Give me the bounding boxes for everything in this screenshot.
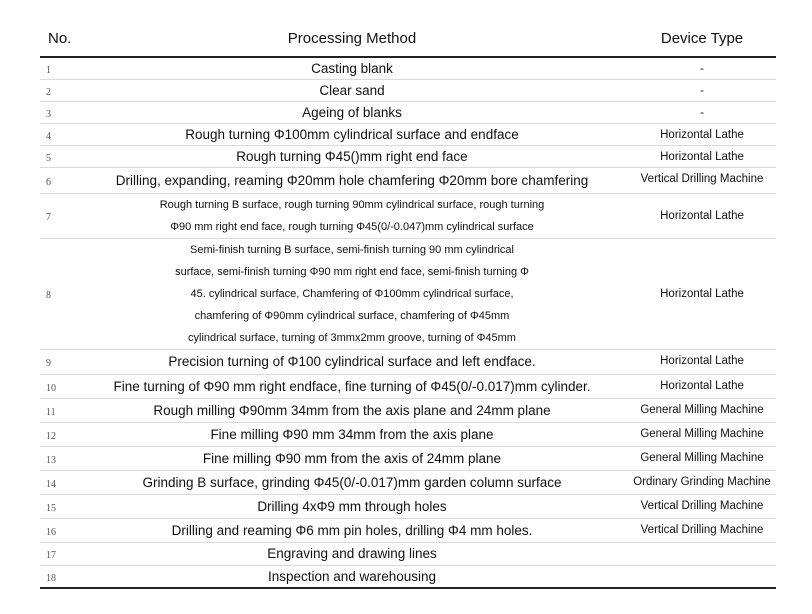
header-no: No.	[40, 20, 76, 57]
method-line: Fine milling Φ90 mm 34mm from the axis plane	[210, 426, 494, 442]
method-line: Drilling, expanding, reaming Φ20mm hole chamfering Φ20mm bore chamfering	[115, 172, 589, 188]
method-line: Semi-finish turning B surface, semi-finish turning 90 mm cylindrical	[189, 243, 514, 256]
row-number: 18	[40, 565, 76, 588]
device-type: Vertical Drilling Machine	[628, 518, 776, 542]
table-row	[40, 398, 776, 422]
processing-method	[76, 101, 628, 123]
processing-method	[76, 167, 628, 193]
table-row	[40, 79, 776, 101]
device-type: -	[628, 101, 776, 123]
processing-method	[76, 79, 628, 101]
table-row	[40, 422, 776, 446]
processing-method	[76, 193, 628, 238]
device-type: Vertical Drilling Machine	[628, 494, 776, 518]
table-row	[40, 57, 776, 79]
processing-method	[76, 518, 628, 542]
table-row	[40, 565, 776, 588]
processing-method	[76, 57, 628, 79]
table-row	[40, 446, 776, 470]
method-line: Ageing of blanks	[302, 104, 402, 120]
device-type: Horizontal Lathe	[628, 374, 776, 398]
row-number: 2	[40, 79, 76, 101]
method-line: 45. cylindrical surface, Chamfering of Φ100mm cylindrical surface,	[190, 287, 514, 300]
method-line: Precision turning of Φ100 cylindrical surface and left endface.	[168, 354, 536, 369]
process-table-container	[40, 20, 776, 589]
table-row	[40, 193, 776, 238]
processing-method	[76, 542, 628, 565]
method-line: Fine turning of Φ90 mm right endface, fine turning of Φ45(0/-0.017)mm cylinder.	[113, 378, 591, 394]
processing-method	[76, 446, 628, 470]
row-number: 15	[40, 494, 76, 518]
device-type: General Milling Machine	[628, 398, 776, 422]
row-number: 3	[40, 101, 76, 123]
header-row	[40, 20, 776, 57]
table-row	[40, 470, 776, 494]
row-number: 7	[40, 193, 76, 238]
method-line: Rough turning Φ45()mm right end face	[236, 148, 468, 164]
method-line: Grinding B surface, grinding Φ45(0/-0.017)mm garden column surface	[142, 474, 562, 490]
method-line: Rough milling Φ90mm 34mm from the axis plane and 24mm plane	[153, 402, 551, 418]
table-row	[40, 101, 776, 123]
processing-method	[76, 349, 628, 374]
processing-method	[76, 123, 628, 145]
table-row	[40, 542, 776, 565]
row-number: 5	[40, 145, 76, 167]
table-row	[40, 374, 776, 398]
table-row	[40, 167, 776, 193]
row-number: 12	[40, 422, 76, 446]
processing-method	[76, 565, 628, 588]
table-row	[40, 123, 776, 145]
processing-method	[76, 470, 628, 494]
header-method: Processing Method	[76, 20, 628, 57]
device-type: Vertical Drilling Machine	[628, 167, 776, 193]
method-line: chamfering of Φ90mm cylindrical surface, chamfering of Φ45mm	[194, 309, 510, 322]
method-line: Drilling 4xΦ9 mm through holes	[257, 498, 447, 514]
row-number: 11	[40, 398, 76, 422]
device-type: Horizontal Lathe	[628, 349, 776, 374]
processing-method	[76, 145, 628, 167]
method-line: Casting blank	[311, 60, 393, 76]
method-line: Drilling and reaming Φ6 mm pin holes, drilling Φ4 mm holes.	[171, 522, 533, 538]
row-number: 17	[40, 542, 76, 565]
row-number: 9	[40, 349, 76, 374]
row-number: 8	[40, 238, 76, 349]
method-line: Rough turning Φ100mm cylindrical surface and endface	[185, 126, 519, 142]
table-row	[40, 145, 776, 167]
processing-method	[76, 494, 628, 518]
processing-method	[76, 238, 628, 349]
device-type: General Milling Machine	[628, 446, 776, 470]
row-number: 16	[40, 518, 76, 542]
method-line: Φ90 mm right end face, rough turning Φ45(0/-0.047)mm cylindrical surface	[170, 220, 534, 233]
method-line: Rough turning B surface, rough turning 90mm cylindrical surface, rough turning	[159, 198, 545, 211]
device-type: -	[628, 57, 776, 79]
row-number: 13	[40, 446, 76, 470]
row-number: 4	[40, 123, 76, 145]
header-device: Device Type	[628, 20, 776, 57]
table-row	[40, 518, 776, 542]
row-number: 14	[40, 470, 76, 494]
table-row	[40, 494, 776, 518]
device-type: Ordinary Grinding Machine	[628, 470, 776, 494]
device-type: -	[628, 79, 776, 101]
method-line: Engraving and drawing lines	[267, 546, 437, 561]
method-line: Fine milling Φ90 mm from the axis of 24mm plane	[202, 450, 502, 466]
method-line: Clear sand	[319, 82, 385, 98]
process-table	[40, 20, 776, 589]
row-number: 6	[40, 167, 76, 193]
device-type: Horizontal Lathe	[628, 145, 776, 167]
method-line: surface, semi-finish turning Φ90 mm right end face, semi-finish turning Φ	[175, 265, 529, 278]
method-line: cylindrical surface, turning of 3mmx2mm groove, turning of Φ45mm	[188, 331, 516, 344]
processing-method	[76, 374, 628, 398]
row-number: 10	[40, 374, 76, 398]
device-type	[628, 542, 776, 565]
device-type: Horizontal Lathe	[628, 238, 776, 349]
row-number: 1	[40, 57, 76, 79]
table-row	[40, 238, 776, 349]
table-row	[40, 349, 776, 374]
device-type: General Milling Machine	[628, 422, 776, 446]
device-type: Horizontal Lathe	[628, 193, 776, 238]
device-type	[628, 565, 776, 588]
processing-method	[76, 398, 628, 422]
device-type: Horizontal Lathe	[628, 123, 776, 145]
processing-method	[76, 422, 628, 446]
method-line: Inspection and warehousing	[267, 568, 437, 584]
table-body	[40, 57, 776, 588]
